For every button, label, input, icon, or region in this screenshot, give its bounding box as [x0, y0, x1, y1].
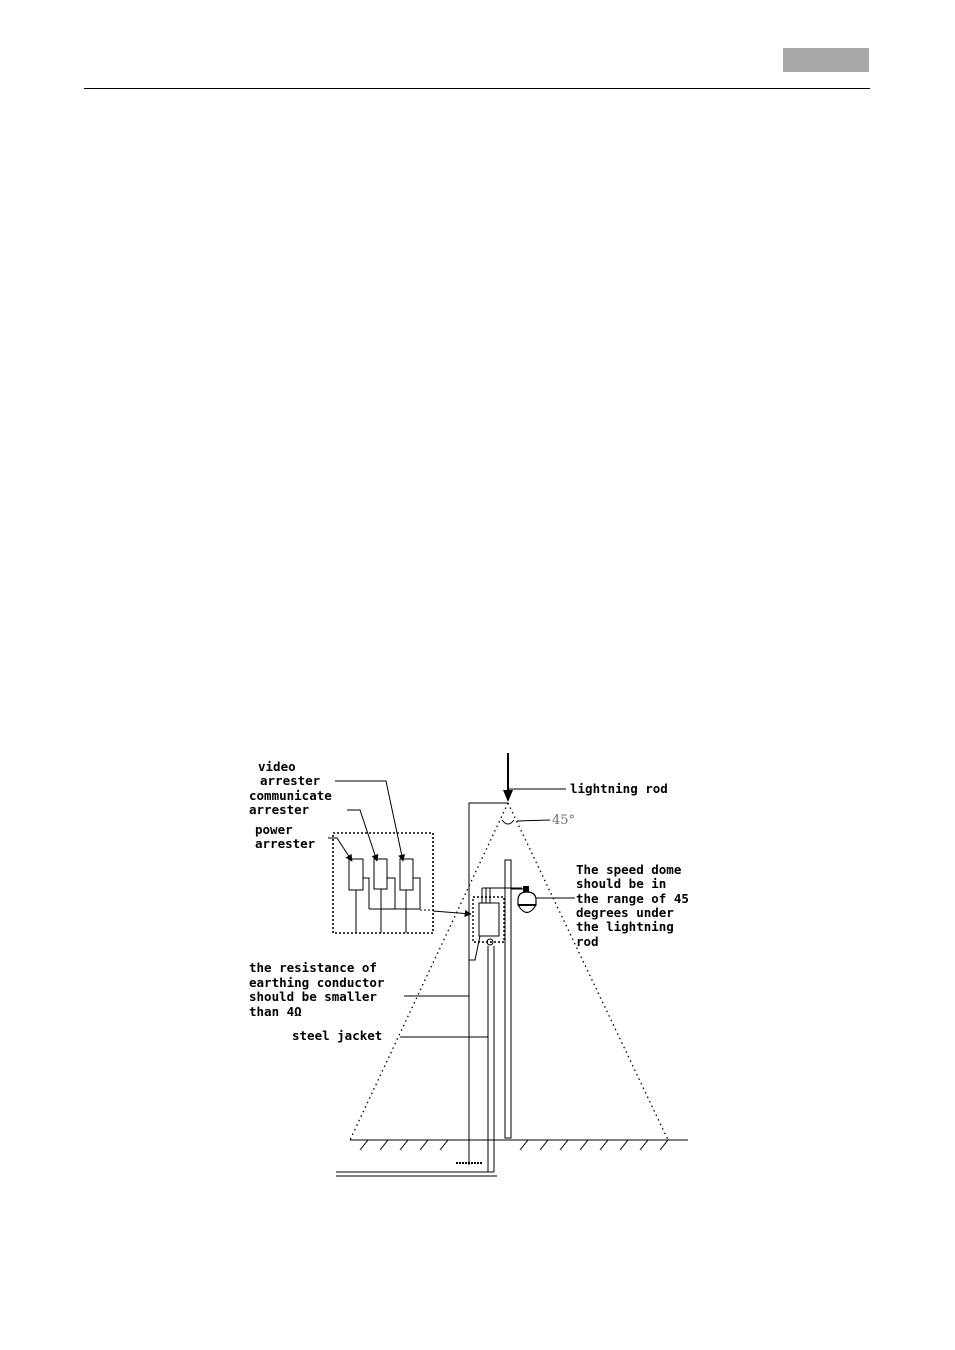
pole [505, 860, 511, 1138]
angle-label: 45° [552, 813, 576, 828]
ground [350, 1140, 688, 1150]
steel-jacket-label: steel jacket [292, 1028, 383, 1043]
speed-dome-camera [511, 886, 536, 913]
speed-dome-note: The speed dome should be in the range of 45 degrees under the lightning rod [576, 862, 689, 949]
pole-arrester-box [469, 888, 522, 960]
lightning-rod [503, 753, 513, 802]
communicate-arrester-label: communicate arrester [249, 788, 332, 817]
arrester-detail-panel [333, 833, 471, 933]
lightning-rod-label: lightning rod [570, 781, 668, 796]
angle-arc [502, 820, 514, 824]
earthing-note: the resistance of earthing conductor should be smaller than 4Ω [249, 960, 385, 1019]
power-arrester-label: power arrester [255, 822, 316, 851]
angle-leader [517, 820, 550, 821]
video-arrester-label: video arrester [258, 759, 321, 788]
